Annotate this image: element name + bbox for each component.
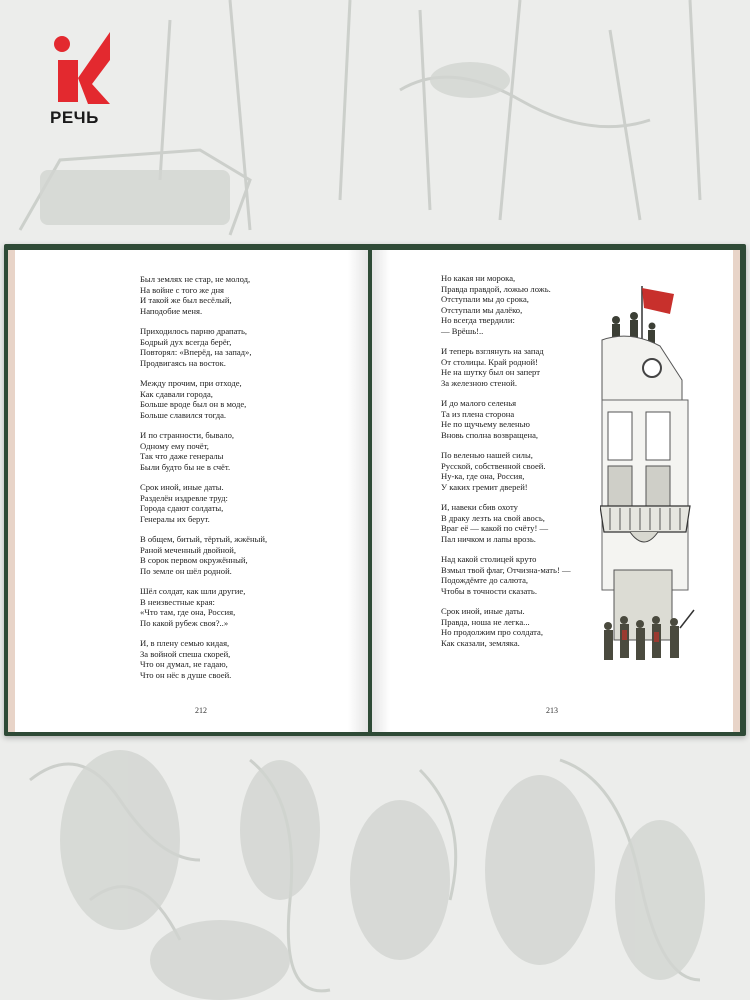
stanza [441,273,611,336]
left-page [8,250,368,732]
verse-line: Но всегда твердили: [441,315,515,325]
verse-line: Города сдают солдаты, [140,503,224,513]
verse-line: Срок иной, иные даты. [441,606,525,616]
verse-line: В драку лезть на свой авось, [441,512,545,523]
verse-line: Что он думал, не гадаю, [140,659,228,669]
verse-line: Над какой столицей круто [441,554,537,564]
verse-line: Та из плена сторона [441,408,515,419]
publisher-name: РЕЧЬ [50,108,99,127]
verse-line: Правда, ноша не легка... [441,616,530,627]
verse-line: Враг её — какой по счёту! — [441,523,549,533]
stanza [441,502,611,544]
verse-line: Отступали мы далёко, [441,304,523,315]
stanza [140,534,340,576]
verse-line: Взмыл твой флаг, Отчизна-мать! — [441,564,571,575]
verse-line: Как сказали, земляка. [441,637,520,648]
stanza [140,638,340,680]
verse-line: — Врёшь!.. [441,325,484,336]
verse-line: По земле он шёл родной. [140,565,232,576]
poem-text-left [140,274,340,690]
building-flag-illustration [600,280,696,680]
verse-line: Ну-ка, где она, Россия, [441,471,525,481]
stanza [441,554,611,596]
right-page [372,250,740,732]
gutter-shadow [348,250,368,732]
verse-line: Подождёмте до салюта, [441,575,529,585]
verse-line: Бодрый дух всегда берёг, [140,336,232,347]
verse-line: Был землях не стар, не молод, [140,274,251,284]
verse-line: Разделён издревле труд: [140,492,228,503]
verse-line: И теперь взглянуть на запад [441,346,544,356]
verse-line: И по странности, бывало, [140,430,235,440]
poem-text-right [441,273,611,658]
verse-line: Генералы их берут. [140,513,210,524]
verse-line: Как сдавали города, [140,388,213,399]
stanza [441,398,611,440]
verse-line: В неизвестные края: [140,596,215,607]
verse-line: Но какая ни морока, [441,273,516,283]
verse-line: Между прочим, при отходе, [140,378,242,388]
verse-line: Одному ему почёт, [140,440,209,451]
verse-line: Не по щучьему веленью [441,419,530,429]
verse-line: Не на шутку был он заперт [441,367,540,377]
verse-line: За войной спеша скорей, [140,648,231,659]
verse-line: По какой рубеж своя?..» [140,617,229,628]
stanza [441,450,611,492]
stanza [140,326,340,368]
verse-line: По веленью нашей силы, [441,450,533,460]
verse-line: Больше вроде был он в моде, [140,399,247,409]
verse-line: Правда правдой, ложью ложь. [441,283,551,294]
verse-line: И, в плену семью кидая, [140,638,230,648]
gutter-shadow [372,250,390,732]
verse-line: Наподобие меня. [140,305,203,316]
verse-line: Русской, собственной своей. [441,460,546,471]
verse-line: Так что даже генералы [140,451,224,461]
verse-line: В общем, битый, тёртый, жжёный, [140,534,268,544]
verse-line: Были будто бы не в счёт. [140,461,231,472]
stanza [140,586,340,628]
verse-line: Вновь сполна возвращена, [441,429,539,440]
verse-line: Пал ничком и лапы врозь. [441,533,536,544]
page-number-right: 213 [546,706,558,715]
verse-line: У каких гремит дверей! [441,481,528,492]
stanza [140,274,340,316]
stanza [441,606,611,648]
verse-line: За железною стеной. [441,377,518,388]
verse-line: «Что там, где она, Россия, [140,607,236,617]
verse-line: Что он нёс в душе своей. [140,669,232,680]
verse-line: От столицы. Край родной! [441,356,538,367]
verse-line: И до малого селенья [441,398,517,408]
verse-line: Срок иной, иные даты. [140,482,224,492]
verse-line: И такой же был весёлый, [140,295,232,305]
verse-line: Раной меченный двойной, [140,544,237,555]
stanza [441,346,611,388]
verse-line: Продвигаясь на восток. [140,357,226,368]
verse-line: Отступали мы до срока, [441,294,529,304]
verse-line: И, навеки сбив охоту [441,502,518,512]
verse-line: Приходилось парню драпать, [140,326,248,336]
stanza [140,482,340,524]
stanza [140,430,340,472]
verse-line: На войне с того же дня [140,284,224,295]
verse-line: Чтобы в точности сказать. [441,585,537,596]
verse-line: Шёл солдат, как шли другие, [140,586,246,596]
page-number-left: 212 [195,706,207,715]
verse-line: Но продолжим про солдата, [441,627,543,637]
verse-line: В сорок первом окружённый, [140,555,248,565]
stanza [140,378,340,420]
verse-line: Повторял: «Вперёд, на запад», [140,347,252,357]
verse-line: Больше славился тогда. [140,409,227,420]
